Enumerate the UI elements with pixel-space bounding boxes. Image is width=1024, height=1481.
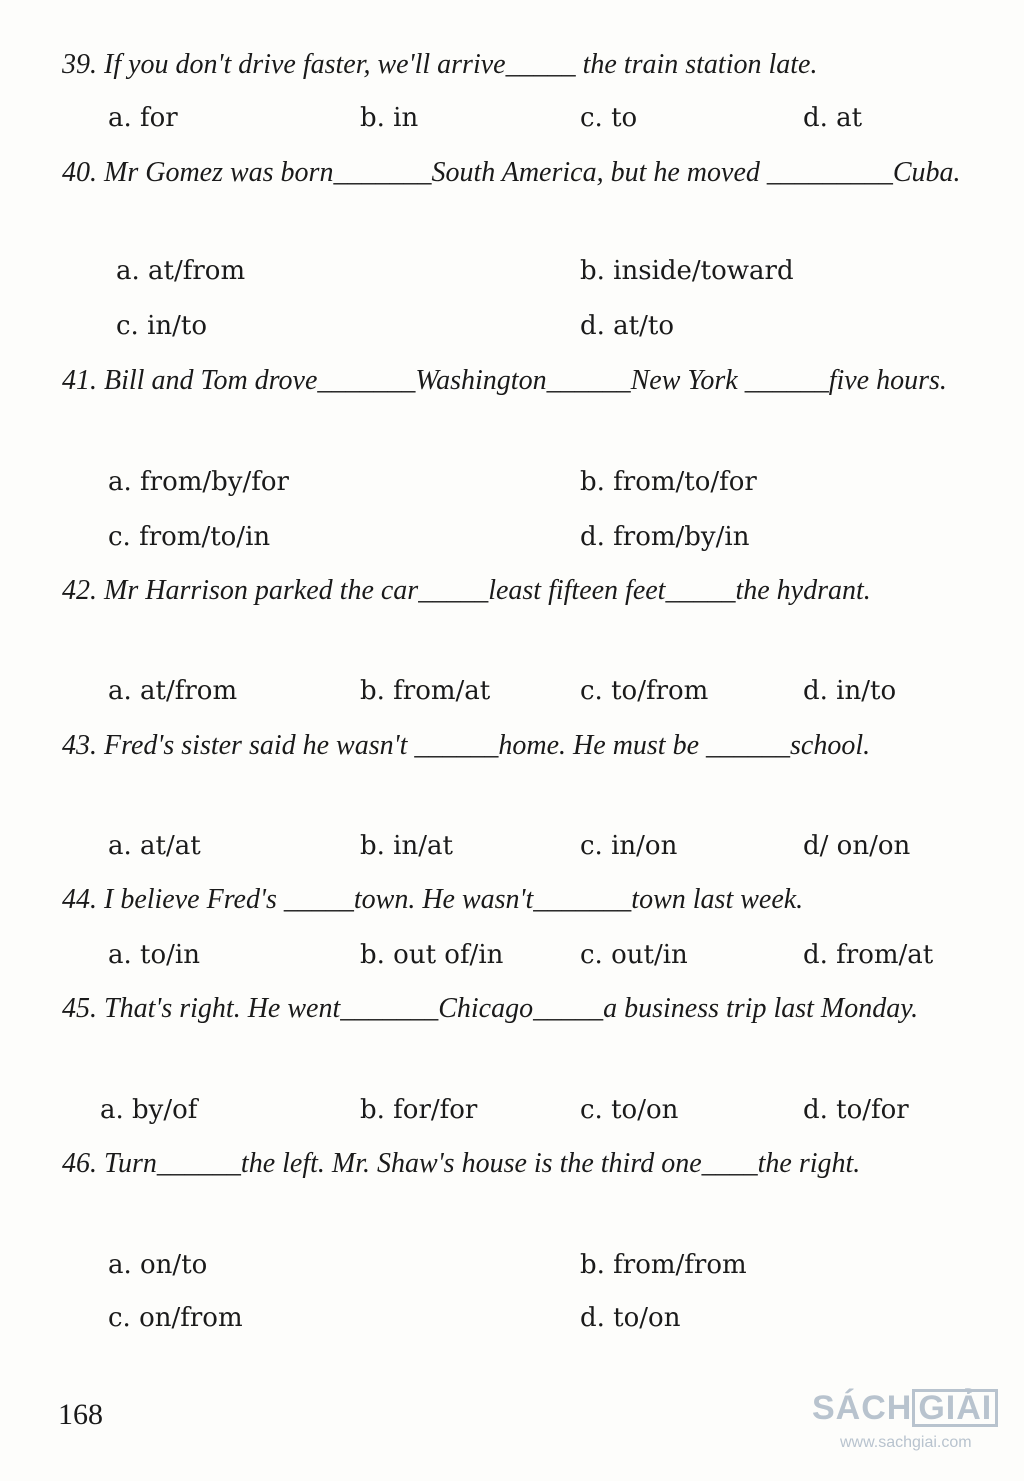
option-b[interactable]: b. from/from: [580, 1250, 747, 1280]
question-text: I believe Fred's _____town. He wasn't_______town last week.: [104, 884, 804, 915]
question-number: 41.: [62, 365, 97, 396]
watermark-url: www.sachgiai.com: [840, 1434, 972, 1451]
options-row: [0, 306, 1024, 346]
option-b[interactable]: b. from/at: [360, 676, 491, 706]
option-d[interactable]: d. from/at: [803, 940, 934, 970]
question-text: Fred's sister said he wasn't ______home. He must be ______school.: [104, 730, 871, 761]
options-row: [0, 826, 1024, 866]
question-43: [62, 723, 986, 769]
option-a[interactable]: a. for: [108, 103, 178, 133]
option-b[interactable]: b. for/for: [360, 1095, 478, 1125]
question-44: [62, 877, 986, 923]
question-41: [62, 358, 986, 404]
option-c[interactable]: c. to/on: [580, 1095, 679, 1125]
options-row: [0, 251, 1024, 291]
options-row: [0, 935, 1024, 975]
watermark: [812, 1388, 1020, 1476]
option-a[interactable]: a. from/by/for: [108, 467, 289, 497]
option-d[interactable]: d. to/for: [803, 1095, 909, 1125]
question-text: Bill and Tom drove_______Washington______New York ______five hours.: [104, 365, 947, 396]
option-d[interactable]: d. from/by/in: [580, 522, 750, 552]
option-a[interactable]: a. at/from: [108, 676, 238, 706]
question-text: Mr Gomez was born_______South America, but he moved _________Cuba.: [104, 157, 961, 188]
question-number: 40.: [62, 157, 97, 188]
question-number: 44.: [62, 884, 97, 915]
question-number: 46.: [62, 1148, 97, 1179]
option-b[interactable]: b. in/at: [360, 831, 453, 861]
option-d[interactable]: d. at/to: [580, 311, 674, 341]
question-46: [62, 1141, 986, 1187]
option-a[interactable]: a. by/of: [100, 1095, 198, 1125]
question-39: [62, 42, 986, 88]
question-text: That's right. He went_______Chicago_____a business trip last Monday.: [104, 993, 919, 1024]
question-number: 43.: [62, 730, 97, 761]
question-text: Turn______the left. Mr. Shaw's house is the third one____the right.: [104, 1148, 861, 1179]
option-c[interactable]: c. to/from: [580, 676, 709, 706]
watermark-logo-text-1: SÁCH: [812, 1389, 913, 1427]
options-row: [0, 1090, 1024, 1130]
question-45: [62, 986, 986, 1032]
options-row: [0, 671, 1024, 711]
page-number: 168: [58, 1398, 103, 1431]
option-a[interactable]: a. to/in: [108, 940, 200, 970]
option-c[interactable]: c. from/to/in: [108, 522, 271, 552]
question-text: Mr Harrison parked the car_____least fifteen feet_____the hydrant.: [104, 575, 871, 606]
option-c[interactable]: c. in/to: [116, 311, 208, 341]
options-row: [0, 1245, 1024, 1285]
options-row: [0, 517, 1024, 557]
option-c[interactable]: c. out/in: [580, 940, 688, 970]
option-a[interactable]: a. at/from: [116, 256, 246, 286]
options-row: [0, 462, 1024, 502]
option-d[interactable]: d. to/on: [580, 1303, 681, 1333]
watermark-logo-text-2: GIẢI: [912, 1389, 998, 1427]
option-b[interactable]: b. from/to/for: [580, 467, 757, 497]
option-c[interactable]: c. in/on: [580, 831, 678, 861]
options-row: [0, 1298, 1024, 1338]
option-a[interactable]: a. on/to: [108, 1250, 208, 1280]
option-c[interactable]: c. on/from: [108, 1303, 243, 1333]
option-d[interactable]: d/ on/on: [803, 831, 911, 861]
question-number: 45.: [62, 993, 97, 1024]
option-d[interactable]: d. in/to: [803, 676, 897, 706]
option-b[interactable]: b. inside/toward: [580, 256, 794, 286]
option-a[interactable]: a. at/at: [108, 831, 201, 861]
option-c[interactable]: c. to: [580, 103, 638, 133]
watermark-logo: [812, 1388, 1020, 1428]
question-number: 42.: [62, 575, 97, 606]
question-text: If you don't drive faster, we'll arrive_____ the train station late.: [104, 49, 818, 80]
question-42: [62, 568, 986, 614]
option-b[interactable]: b. out of/in: [360, 940, 504, 970]
question-number: 39.: [62, 49, 97, 80]
option-b[interactable]: b. in: [360, 103, 419, 133]
options-row: [0, 98, 1024, 138]
option-d[interactable]: d. at: [803, 103, 863, 133]
question-40: [62, 150, 986, 196]
